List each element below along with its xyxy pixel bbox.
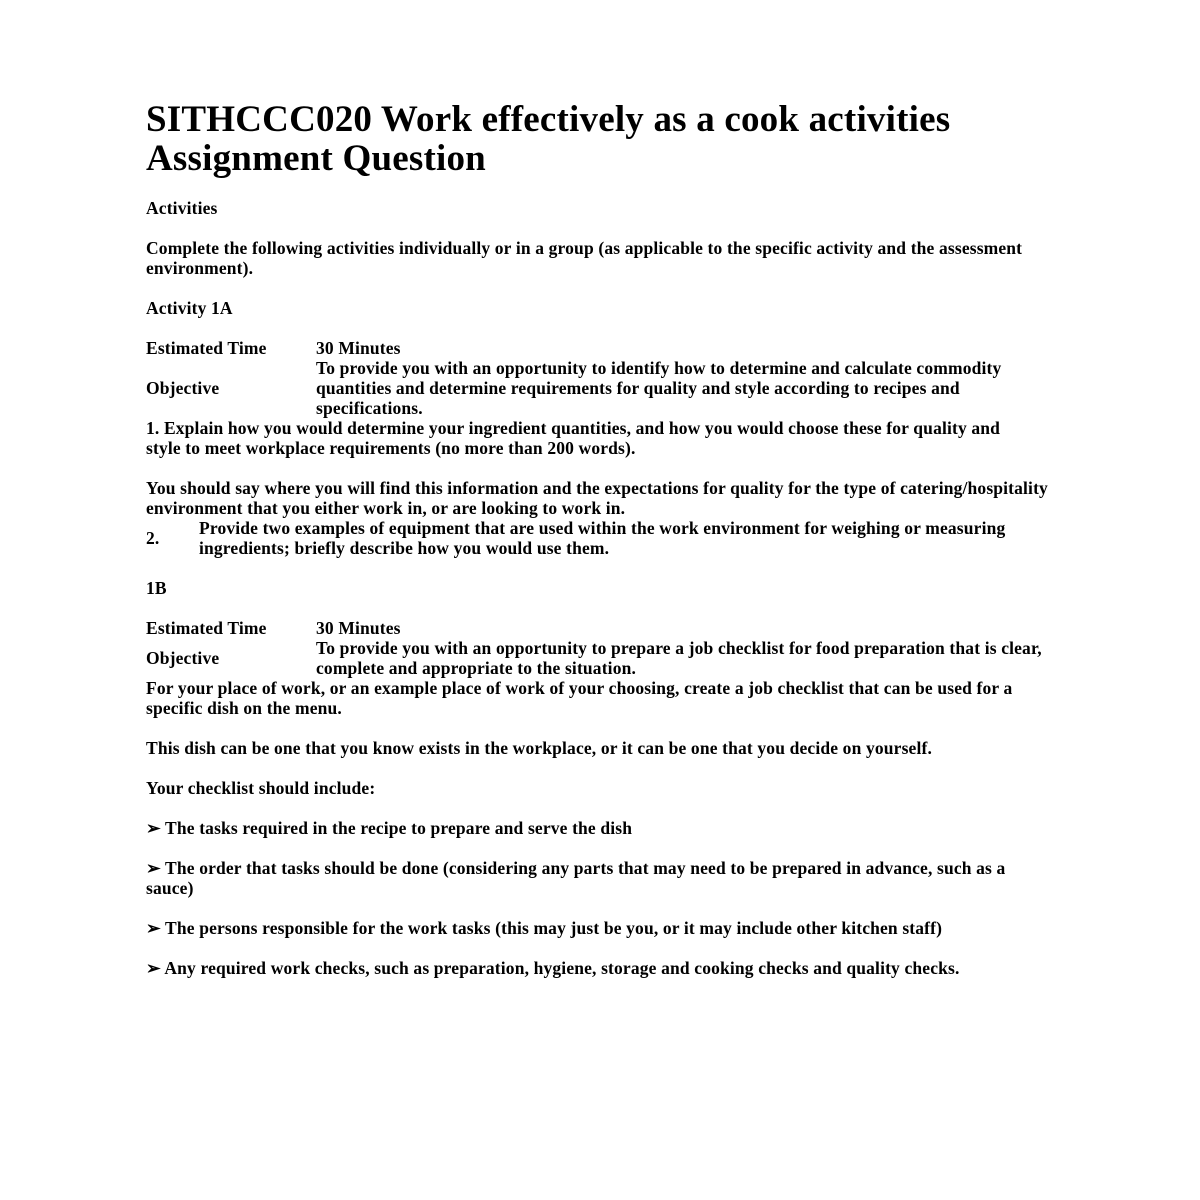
checklist-intro: Your checklist should include: <box>146 778 376 798</box>
checklist-item-text: The tasks required in the recipe to prepare and serve the dish <box>165 818 633 838</box>
question-2-text: Provide two examples of equipment that are used within the work environment for weighing or measuring ingredients; briefly describe how you would use them. <box>199 518 1006 558</box>
document-title: SITHCCC020 Work effectively as a cook activities Assignment Question <box>146 99 951 179</box>
checklist-item-text: The order that tasks should be done (considering any parts that may need to be prepared in advance, such as a sauce) <box>146 858 1006 898</box>
bullet-arrow-icon: ➢ <box>146 858 161 878</box>
dish-note: This dish can be one that you know exists in the workplace, or it can be one that you decide on yourself. <box>146 738 932 758</box>
question-2-number: 2. <box>146 528 160 548</box>
bullet-arrow-icon: ➢ <box>146 818 161 838</box>
estimated-time-label: Estimated Time <box>146 618 267 638</box>
objective-label: Objective <box>146 648 220 668</box>
document-page <box>146 100 1066 978</box>
checklist-item <box>146 918 1066 938</box>
estimated-time-label: Estimated Time <box>146 338 267 358</box>
section-heading-activities: Activities <box>146 198 218 218</box>
question-2-row <box>146 518 1066 558</box>
checklist-item <box>146 858 1066 898</box>
activity-1a-heading: Activity 1A <box>146 298 233 318</box>
checklist-item <box>146 818 1066 838</box>
checklist-item <box>146 958 1066 978</box>
checklist-item-text: Any required work checks, such as preparation, hygiene, storage and cooking checks and quality checks. <box>164 958 960 978</box>
estimated-time-value: 30 Minutes <box>316 338 401 358</box>
bullet-arrow-icon: ➢ <box>146 918 161 938</box>
activity-1b-estimated-time-row <box>146 618 1066 638</box>
estimated-time-value: 30 Minutes <box>316 618 401 638</box>
question-1-note: You should say where you will find this information and the expectations for quality for the type of catering/hospitality environment that you either work in, or are looking to work in. <box>146 478 1048 518</box>
activity-1a-objective-row <box>146 358 1066 418</box>
intro-paragraph: Complete the following activities individually or in a group (as applicable to the specific activity and the assessment environment). <box>146 238 1023 278</box>
question-1: 1. Explain how you would determine your ingredient quantities, and how you would choose these for quality and style to meet workplace requirements (no more than 200 words). <box>146 418 1001 458</box>
activity-1b-instruction: For your place of work, or an example place of work of your choosing, create a job checklist that can be used for a specific dish on the menu. <box>146 678 1013 718</box>
activity-1b-heading: 1B <box>146 578 167 598</box>
activity-1a-estimated-time-row <box>146 338 1066 358</box>
bullet-arrow-icon: ➢ <box>146 958 161 978</box>
objective-label: Objective <box>146 378 220 398</box>
checklist-item-text: The persons responsible for the work tasks (this may just be you, or it may include other kitchen staff) <box>165 918 943 938</box>
objective-text: To provide you with an opportunity to identify how to determine and calculate commodity quantities and determine requirements for quality and style according to recipes and specifications. <box>316 358 1002 418</box>
activity-1b-objective-row <box>146 638 1066 678</box>
objective-text: To provide you with an opportunity to prepare a job checklist for food preparation that is clear, complete and appropriate to the situation. <box>316 638 1042 678</box>
